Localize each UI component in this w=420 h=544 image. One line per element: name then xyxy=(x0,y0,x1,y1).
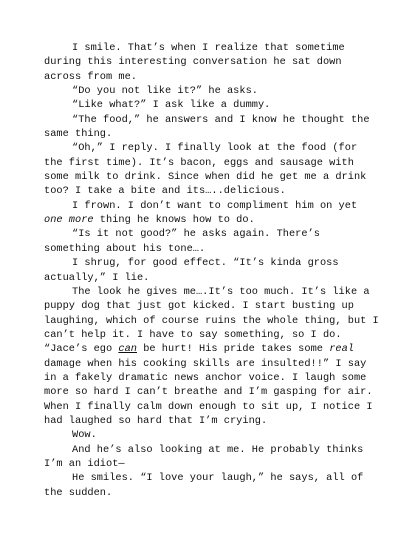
text-run: The look he gives me….It’s too much. It’s like a puppy dog that just got kicked. I start busting up laughing, which of course ruins the whole thing, but I can’t help it. I have to say something, so I do. “Jace’s ego xyxy=(44,285,379,356)
text-run: “The food,” he answers and I know he thought the same thing. xyxy=(44,113,370,141)
paragraph xyxy=(44,428,380,442)
paragraph xyxy=(44,443,380,472)
text-run: I frown. I don’t want to compliment him on yet xyxy=(72,199,358,212)
text-run: I shrug, for good effect. “It’s kinda gross actually,” I lie. xyxy=(44,257,339,284)
text-run: thing he knows how to do. xyxy=(93,214,255,227)
paragraph xyxy=(44,141,380,198)
paragraph xyxy=(44,199,380,228)
text-run: be hurt! His pride takes some xyxy=(137,343,330,356)
paragraph xyxy=(44,84,380,98)
text-run: “Oh,” I reply. I finally look at the food (for the first time). It’s bacon, eggs and sausage with some milk to drink. Since when did he get me a drink too? I take a bite and its…..delicious. xyxy=(44,142,367,198)
emphasized-text: one more xyxy=(44,214,94,227)
text-run: “Do you not like it?” he asks. xyxy=(72,85,258,98)
text-run: “Like what?” I ask like a dummy. xyxy=(72,99,271,112)
paragraph xyxy=(44,113,380,142)
paragraph xyxy=(44,285,380,428)
emphasized-text: can xyxy=(118,343,137,356)
text-run: “Is it not good?” he asks again. There’s something about his tone…. xyxy=(44,228,320,255)
text-run: He smiles. “I love your laugh,” he says, all of the sudden. xyxy=(44,472,364,499)
paragraph xyxy=(44,227,380,256)
paragraph xyxy=(44,256,380,285)
text-run: Wow. xyxy=(72,429,97,442)
text-run: And he’s also looking at me. He probably thinks I’m an idiot— xyxy=(44,443,364,470)
paragraph xyxy=(44,471,380,500)
emphasized-text: real xyxy=(329,343,354,356)
paragraph xyxy=(44,41,380,84)
text-run: damage when his cooking skills are insulted!!” I say in a fakely dramatic news anchor voice. I laugh some more so hard I can’t breathe and I’m gasping for air. When I finally calm down enough to sit up, I notice I had laughed so hard that I’m crying. xyxy=(44,357,373,427)
body-text xyxy=(44,41,380,500)
text-run: I smile. That’s when I realize that sometime during this interesting conversation he sat down across from me. xyxy=(44,42,345,83)
paragraph xyxy=(44,98,380,112)
